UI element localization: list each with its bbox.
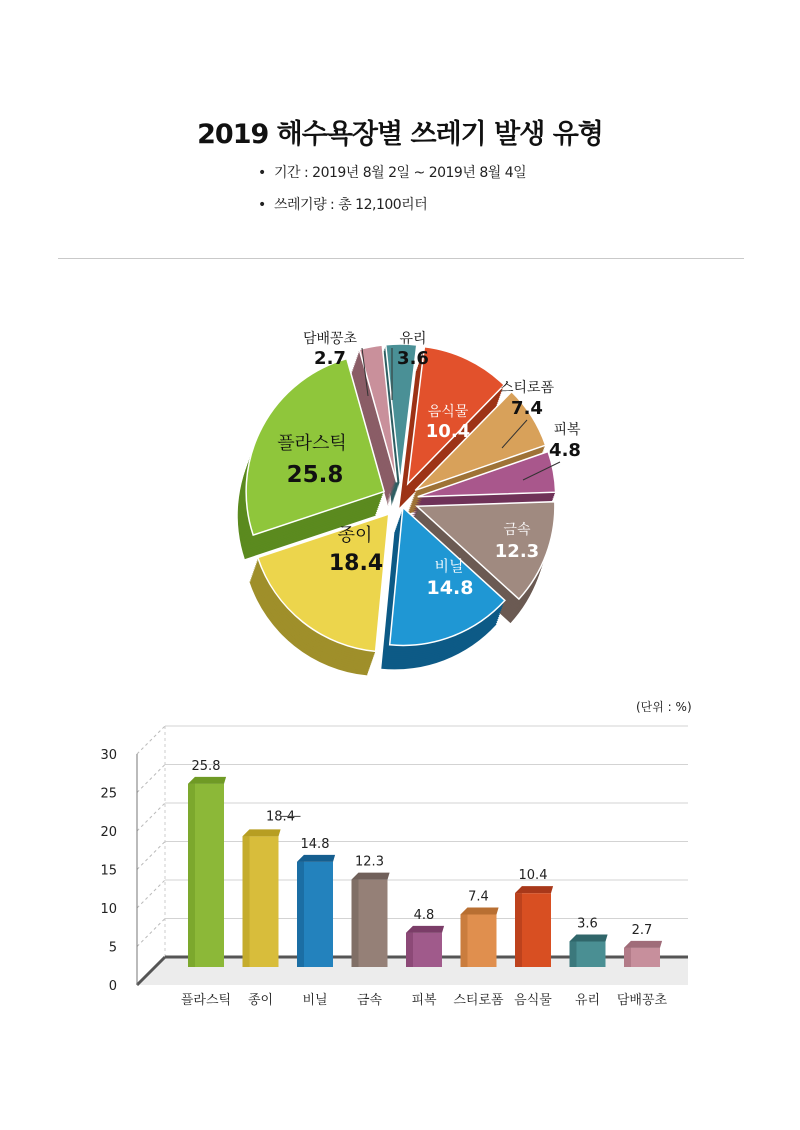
y-tick-label: 0 [108,979,117,994]
y-tick-label: 5 [108,940,117,956]
pie-value-비닐: 14.8 [426,577,474,599]
bar-value-담배꽁초: 2.7 [631,922,653,938]
y-tick-label: 10 [100,902,117,917]
y-tick-label: 25 [100,786,117,802]
pie-name-유리: 유리 [399,331,427,347]
pie-name-음식물: 음식물 [427,404,469,420]
page-title: 2019 해수욕장별 쓰레기 발생 유형 [197,119,603,150]
x-label-비닐: 비닐 [302,993,328,1008]
pie-value-금속: 12.3 [494,541,540,562]
pie-name-금속: 금속 [503,522,531,538]
pie-value-유리: 3.6 [397,348,429,369]
bar-음식물 [514,868,553,1008]
x-label-유리: 유리 [574,993,601,1008]
x-label-담배꽁초: 담배꽁초 [616,993,668,1008]
bar-value-피복: 4.8 [413,907,435,923]
pie-value-플라스틱: 25.8 [286,462,344,488]
bar-value-플라스틱: 25.8 [191,758,221,774]
pie-name-종이: 종이 [337,525,373,546]
y-tick-label: 15 [100,863,117,879]
bar-value-종이: 18.4 [266,809,295,825]
volume-line: • 쓰레기량 : 총 12,100리터 [258,197,428,213]
pie-name-비닐: 비닐 [434,557,464,575]
pie-value-음식물: 10.4 [425,421,471,442]
x-label-금속: 금속 [356,993,383,1008]
bar-value-금속: 12.3 [355,854,384,870]
x-label-플라스틱: 플라스틱 [180,993,232,1008]
pie-value-피복: 4.8 [549,440,581,461]
x-label-종이: 종이 [247,993,274,1008]
y-tick-label: 30 [100,748,117,763]
period-text: 기간 : 2019년 8월 2일 ~ 2019년 8월 4일 [274,165,527,181]
bar-value-음식물: 10.4 [518,868,548,884]
pie-name-플라스틱: 플라스틱 [277,433,347,454]
period-line: • 기간 : 2019년 8월 2일 ~ 2019년 8월 4일 [258,165,527,181]
y-tick-label: 20 [100,825,117,840]
pie-name-담배꽁초: 담배꽁초 [302,331,358,347]
bar-value-스티로폼: 7.4 [468,889,489,905]
bar-value-비닐: 14.8 [300,836,330,852]
y-ticks [100,748,117,994]
volume-text: 쓰레기량 : 총 12,100리터 [274,197,428,213]
unit-label: (단위 : %) [636,700,692,714]
pie-value-담배꽁초: 2.7 [314,348,346,369]
pie-name-피복: 피복 [553,422,581,438]
pie-value-종이: 18.4 [328,551,384,576]
bar-금속 [352,855,390,1008]
x-label-스티로폼: 스티로폼 [453,993,504,1008]
x-label-음식물: 음식물 [514,993,552,1008]
pie-name-스티로폼: 스티로폼 [499,380,555,396]
bar-value-유리: 3.6 [577,916,598,932]
x-label-피복: 피복 [411,993,437,1008]
pie-value-스티로폼: 7.4 [511,398,543,419]
